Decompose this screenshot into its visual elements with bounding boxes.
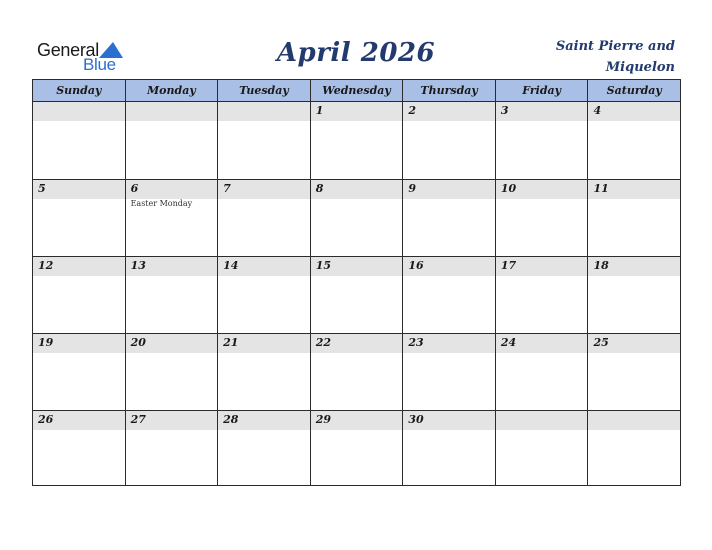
day-number: 7 [223,182,231,195]
day-cell[interactable] [311,102,404,179]
day-number-strip [311,180,403,199]
calendar-title: April 2026 [276,38,436,68]
day-number: 16 [408,259,424,272]
day-cell[interactable] [311,180,404,256]
day-number: 20 [130,336,146,349]
day-cell[interactable] [588,102,680,179]
day-cell[interactable] [218,102,311,179]
day-number: 14 [223,259,239,272]
logo-text-general: General [37,40,99,60]
day-cell[interactable] [33,257,126,333]
day-number: 17 [500,259,517,272]
day-cell[interactable] [33,102,126,179]
day-number: 21 [223,336,239,349]
day-number: 6 [130,182,139,195]
day-number-strip [126,102,218,121]
day-number: 22 [315,336,332,349]
day-cell[interactable] [588,257,680,333]
week-row [33,256,680,333]
day-number: 4 [593,104,602,117]
day-number: 12 [38,259,54,272]
day-number-strip [588,102,680,121]
day-cell[interactable] [496,411,589,485]
day-number-strip [218,102,310,121]
day-number: 8 [315,182,324,195]
day-number-strip [496,411,588,430]
day-number: 28 [223,413,239,426]
day-cell[interactable] [311,411,404,485]
weekday-header: Friday [496,80,589,101]
day-cell[interactable] [588,334,680,410]
day-number-strip [403,180,495,199]
day-cell[interactable] [311,257,404,333]
day-cell[interactable] [403,257,496,333]
day-cell[interactable] [403,334,496,410]
day-number: 19 [38,336,54,349]
week-row [33,333,680,410]
day-number: 5 [38,182,46,195]
region-name: Saint Pierre and Miquelon [555,39,675,75]
weekday-header: Saturday [606,84,662,97]
week-row [33,410,680,485]
day-number: 26 [38,413,54,426]
logo-text-blue: Blue [83,55,116,74]
day-cell[interactable] [33,411,126,485]
day-number: 30 [408,413,424,426]
day-cell[interactable] [311,334,404,410]
weekday-header: Monday [126,80,219,101]
day-cell[interactable] [126,334,219,410]
day-cell[interactable] [403,102,496,179]
day-number: 3 [500,104,509,117]
weekday-header: Sunday [33,80,126,101]
day-cell[interactable] [588,411,680,485]
weekday-header-row [33,80,680,102]
day-cell[interactable] [496,334,589,410]
weekday-header: Thursday [403,80,496,101]
day-number: 23 [408,336,424,349]
day-cell[interactable] [496,180,589,256]
day-number: 24 [500,336,517,349]
day-cell[interactable] [218,334,311,410]
day-number: 1 [315,104,324,117]
day-cell[interactable] [218,180,311,256]
day-number: 27 [130,413,146,426]
day-number: 29 [315,413,332,426]
day-number: 2 [408,104,416,117]
calendar-grid [32,79,681,486]
day-cell[interactable] [588,180,680,256]
day-number: 15 [315,259,332,272]
day-cell[interactable] [403,411,496,485]
day-cell[interactable] [33,334,126,410]
week-row [33,179,680,256]
day-number-strip [588,411,680,430]
day-cell[interactable] [126,257,219,333]
weekday-header: Wednesday [311,80,404,101]
day-cell[interactable] [496,102,589,179]
day-number-strip [33,180,125,199]
day-cell[interactable] [403,180,496,256]
day-number-strip [403,102,495,121]
day-number-strip [311,102,403,121]
day-cell[interactable] [496,257,589,333]
day-cell[interactable] [218,257,311,333]
day-cell[interactable] [33,180,126,256]
day-number: 25 [593,336,609,349]
day-number: 10 [500,182,517,195]
day-cell[interactable] [126,102,219,179]
day-number-strip [126,180,218,199]
holiday-label: Easter Monday [130,199,193,208]
day-cell[interactable] [218,411,311,485]
day-number: 18 [593,259,609,272]
day-number-strip [218,180,310,199]
day-number-strip [496,102,588,121]
week-row [33,102,680,179]
day-number-strip [33,102,125,121]
day-cell[interactable] [126,411,219,485]
weekday-header: Tuesday [218,80,311,101]
day-number: 13 [130,259,146,272]
day-number: 9 [408,182,416,195]
day-cell[interactable] [126,180,219,256]
day-number: 11 [593,182,609,195]
